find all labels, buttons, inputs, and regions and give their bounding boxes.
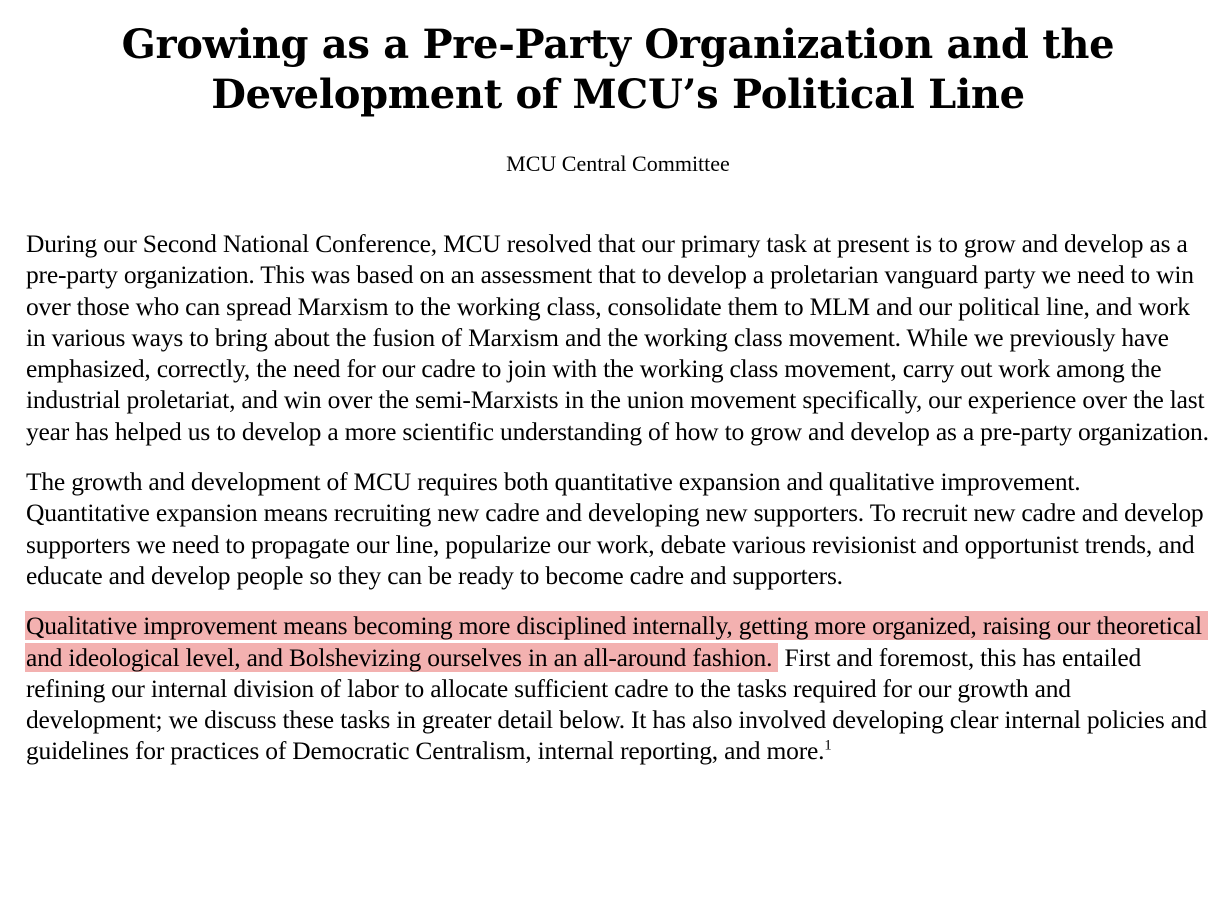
- paragraph-1: During our Second National Conference, MCU resolved that our primary task at present is to grow and develop as a pre-party organization. This was based on an assessment that to develop a proletarian vanguard party we need to win over those who can spread Marxism to the working class, consolidate them to MLM and our political line, and work in various ways to bring about the fusion of Marxism and the working class movement. While we previously have emphasized, correctly, the need for our cadre to join with the working class movement, carry out work among the industrial proletariat, and win over the semi-Marxists in the union movement specifically, our experience over the last year has helped us to develop a more scientific understanding of how to grow and develop as a pre-party organization.: [26, 229, 1209, 446]
- footnote-marker[interactable]: 1: [824, 737, 832, 754]
- paragraph-3-rest: First and foremost, this has entailed refining our internal division of labor to allocate sufficient cadre to the tasks required for our growth and development; we discuss these tasks in greater detail below. It has also involved developing clear internal policies and guidelines for practices of Democratic Centralism, internal reporting, and more.: [26, 642, 1207, 766]
- paragraph-2: The growth and development of MCU requires both quantitative expansion and qualitative improvement. Quantitative expansion means recruiting new cadre and developing new supporters. To recruit new cadre and develop supporters we need to propagate our line, popularize our work, debate various revisionist and opportunist trends, and educate and develop people so they can be ready to become cadre and supporters.: [26, 467, 1204, 590]
- document-body: [26, 228, 1210, 767]
- paragraph-3: [26, 610, 1210, 766]
- document-byline: MCU Central Committee: [506, 151, 730, 176]
- highlighted-text: Qualitative improvement means becoming more disciplined internally, getting more organized, raising our theoretical and ideological level, and Bolshevizing ourselves in an all-around fashion.: [25, 611, 1208, 671]
- document-title: Growing as a Pre-Party Organization and the Development of MCU’s Political Line: [121, 21, 1115, 118]
